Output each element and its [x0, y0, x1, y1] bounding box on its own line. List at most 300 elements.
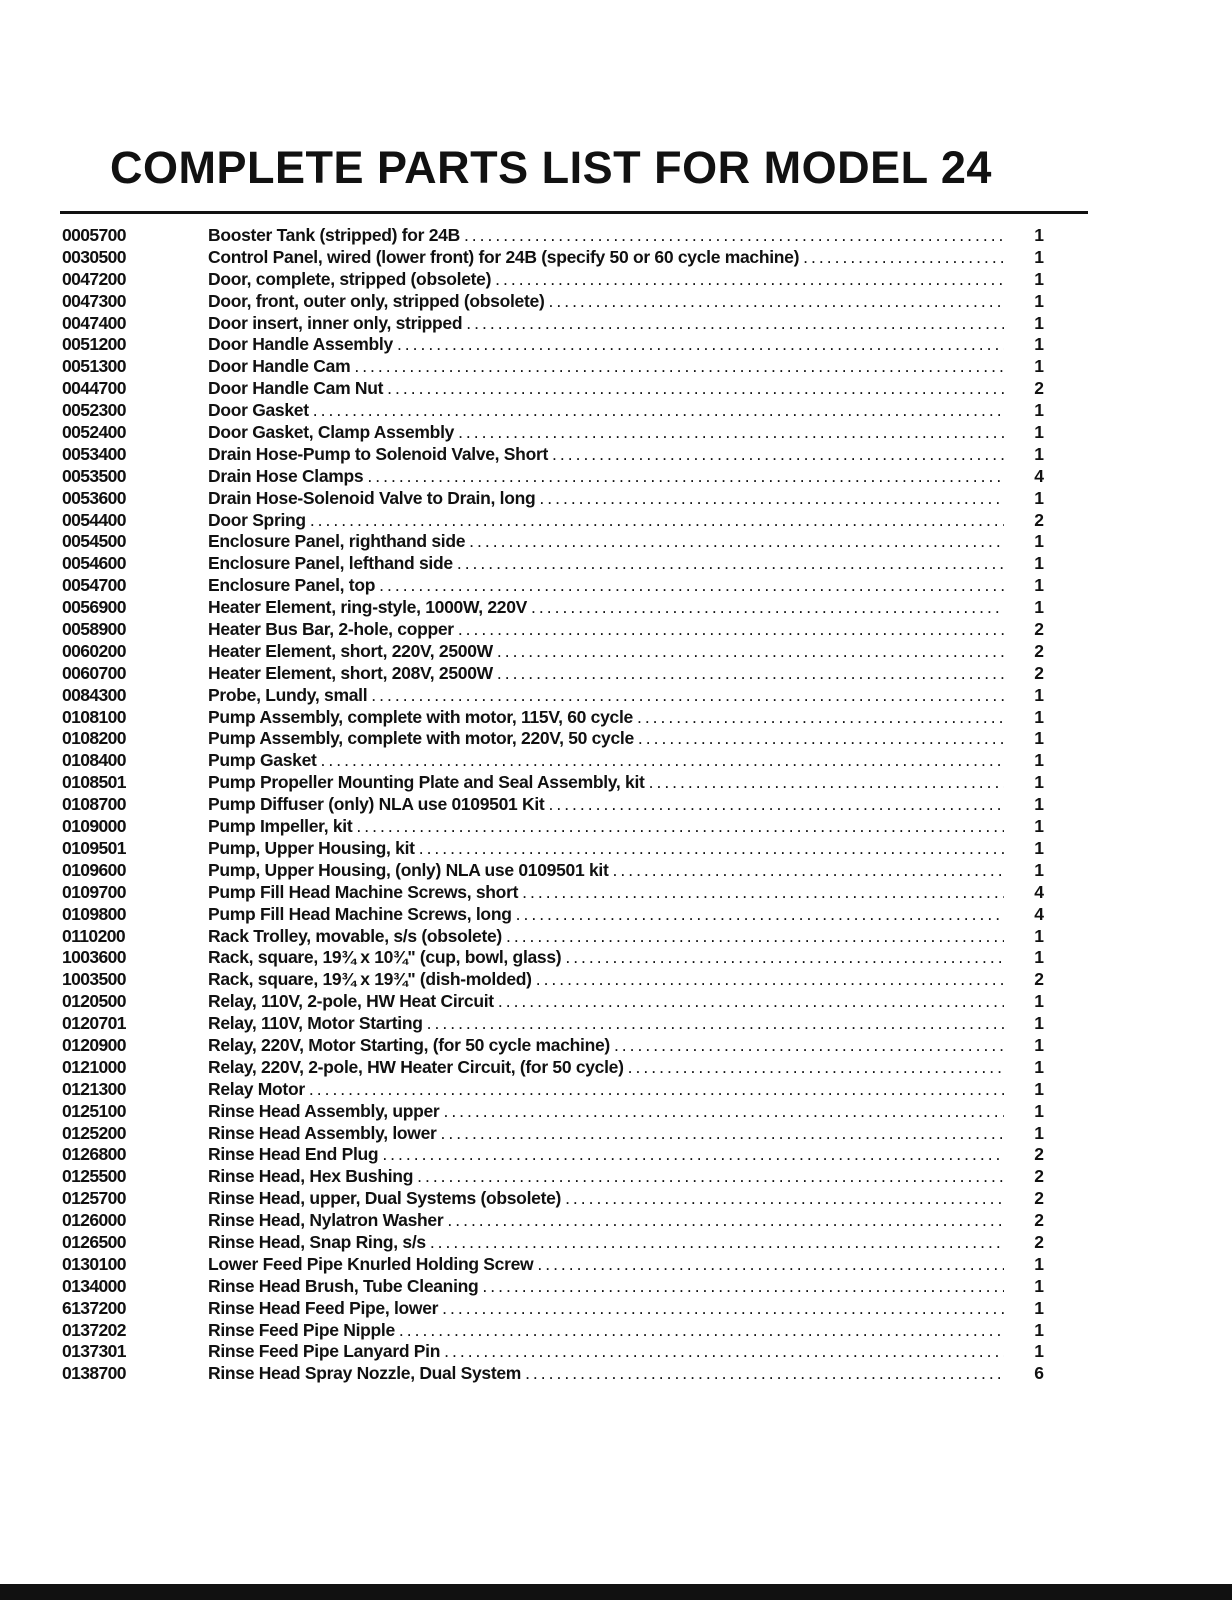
- part-quantity: 1: [1034, 794, 1044, 815]
- part-description-cell: [208, 728, 1004, 750]
- part-description: Pump Impeller, kit: [208, 816, 353, 837]
- part-quantity: 1: [1034, 312, 1044, 333]
- dot-leader: [552, 444, 1004, 466]
- part-description: Door Handle Assembly: [208, 334, 393, 355]
- parts-row: [62, 1166, 1082, 1188]
- part-number: 0126000: [62, 1210, 126, 1231]
- parts-row: [62, 466, 1082, 488]
- part-description: Heater Element, ring-style, 1000W, 220V: [208, 597, 528, 618]
- part-description-cell: [208, 926, 1004, 948]
- part-quantity: 2: [1034, 1210, 1044, 1231]
- parts-row: [62, 838, 1082, 860]
- parts-row: [62, 269, 1082, 291]
- part-description-cell: [208, 1035, 1004, 1057]
- part-description: Door Gasket: [208, 400, 309, 421]
- part-description: Rinse Head Assembly, upper: [208, 1100, 440, 1121]
- part-number: 0138700: [62, 1363, 126, 1384]
- part-description-cell: [208, 1232, 1004, 1254]
- part-description: Pump, Upper Housing, (only) NLA use 0109501 kit: [208, 859, 609, 880]
- parts-row: [62, 707, 1082, 729]
- dot-leader: [379, 575, 1004, 597]
- part-description: Relay Motor: [208, 1078, 305, 1099]
- part-quantity: 1: [1034, 575, 1044, 596]
- part-description-cell: [208, 1276, 1004, 1298]
- parts-row: [62, 794, 1082, 816]
- parts-row: [62, 225, 1082, 247]
- part-number: 0130100: [62, 1253, 126, 1274]
- part-number: 0047400: [62, 312, 126, 333]
- parts-row: [62, 882, 1082, 904]
- part-quantity: 1: [1034, 991, 1044, 1012]
- parts-row: [62, 575, 1082, 597]
- part-description-cell: [208, 488, 1004, 510]
- part-description: Pump Assembly, complete with motor, 220V, 50 cycle: [208, 728, 634, 749]
- part-description-cell: [208, 356, 1004, 378]
- part-description: Rinse Feed Pipe Nipple: [208, 1319, 395, 1340]
- parts-row: [62, 816, 1082, 838]
- page-title: COMPLETE PARTS LIST FOR MODEL 24: [110, 142, 992, 193]
- dot-leader: [464, 225, 1004, 247]
- part-number: 0054700: [62, 575, 126, 596]
- part-number: 0109600: [62, 859, 126, 880]
- part-description-cell: [208, 1320, 1004, 1342]
- part-quantity: 2: [1034, 1231, 1044, 1252]
- part-description: Rack Trolley, movable, s/s (obsolete): [208, 925, 502, 946]
- part-description-cell: [208, 947, 1004, 969]
- dot-leader: [441, 1123, 1004, 1145]
- parts-row: [62, 334, 1082, 356]
- dot-leader: [637, 707, 1004, 729]
- part-description-cell: [208, 225, 1004, 247]
- title-divider: [60, 211, 1088, 214]
- parts-row: [62, 641, 1082, 663]
- parts-row: [62, 356, 1082, 378]
- part-number: 0053400: [62, 443, 126, 464]
- dot-leader: [531, 597, 1004, 619]
- part-quantity: 4: [1034, 881, 1044, 902]
- parts-row: [62, 1035, 1082, 1057]
- dot-leader: [649, 772, 1004, 794]
- part-number: 0053500: [62, 465, 126, 486]
- part-quantity: 4: [1034, 465, 1044, 486]
- part-quantity: 1: [1034, 772, 1044, 793]
- part-quantity: 1: [1034, 1319, 1044, 1340]
- part-quantity: 1: [1034, 597, 1044, 618]
- part-description-cell: [208, 860, 1004, 882]
- part-quantity: 1: [1034, 1297, 1044, 1318]
- part-description-cell: [208, 378, 1004, 400]
- part-description-cell: [208, 838, 1004, 860]
- parts-row: [62, 991, 1082, 1013]
- part-quantity: 1: [1034, 859, 1044, 880]
- part-number: 0054600: [62, 553, 126, 574]
- part-quantity: 1: [1034, 400, 1044, 421]
- dot-leader: [313, 400, 1004, 422]
- part-description: Rinse Head Spray Nozzle, Dual System: [208, 1363, 522, 1384]
- part-number: 0108100: [62, 706, 126, 727]
- parts-row: [62, 531, 1082, 553]
- dot-leader: [612, 860, 1004, 882]
- part-number: 0125500: [62, 1166, 126, 1187]
- dot-leader: [516, 904, 1004, 926]
- part-description: Heater Bus Bar, 2-hole, copper: [208, 619, 454, 640]
- parts-row: [62, 1188, 1082, 1210]
- part-description-cell: [208, 1057, 1004, 1079]
- dot-leader: [565, 1188, 1004, 1210]
- part-number: 0052300: [62, 400, 126, 421]
- part-quantity: 1: [1034, 925, 1044, 946]
- dot-leader: [310, 510, 1004, 532]
- parts-row: [62, 1123, 1082, 1145]
- part-quantity: 1: [1034, 750, 1044, 771]
- dot-leader: [628, 1057, 1004, 1079]
- dot-leader: [419, 838, 1004, 860]
- parts-row: [62, 1232, 1082, 1254]
- part-description-cell: [208, 422, 1004, 444]
- part-quantity: 1: [1034, 1122, 1044, 1143]
- part-number: 0060700: [62, 662, 126, 683]
- part-quantity: 2: [1034, 969, 1044, 990]
- part-description: Relay, 110V, 2-pole, HW Heat Circuit: [208, 991, 494, 1012]
- part-quantity: 1: [1034, 290, 1044, 311]
- part-description-cell: [208, 247, 1004, 269]
- parts-row: [62, 313, 1082, 335]
- part-number: 0052400: [62, 422, 126, 443]
- parts-row: [62, 728, 1082, 750]
- part-number: 0125700: [62, 1188, 126, 1209]
- part-description-cell: [208, 444, 1004, 466]
- part-quantity: 1: [1034, 334, 1044, 355]
- part-description: Enclosure Panel, righthand side: [208, 531, 466, 552]
- part-number: 0054400: [62, 509, 126, 530]
- part-description: Heater Element, short, 220V, 2500W: [208, 640, 493, 661]
- part-description-cell: [208, 904, 1004, 926]
- part-description-cell: [208, 1341, 1004, 1363]
- part-description-cell: [208, 882, 1004, 904]
- part-description: Relay, 110V, Motor Starting: [208, 1013, 423, 1034]
- parts-row: [62, 1320, 1082, 1342]
- dot-leader: [397, 334, 1004, 356]
- part-quantity: 2: [1034, 619, 1044, 640]
- part-quantity: 2: [1034, 378, 1044, 399]
- dot-leader: [382, 1144, 1004, 1166]
- part-number: 0110200: [62, 925, 125, 946]
- parts-row: [62, 510, 1082, 532]
- part-description-cell: [208, 400, 1004, 422]
- part-description: Drain Hose-Solenoid Valve to Drain, long: [208, 487, 536, 508]
- dot-leader: [498, 991, 1004, 1013]
- part-description: Probe, Lundy, small: [208, 684, 368, 705]
- part-description: Pump Fill Head Machine Screws, long: [208, 903, 512, 924]
- parts-row: [62, 772, 1082, 794]
- dot-leader: [457, 553, 1004, 575]
- part-description: Door insert, inner only, stripped: [208, 312, 463, 333]
- part-quantity: 2: [1034, 640, 1044, 661]
- dot-leader: [506, 926, 1004, 948]
- part-number: 0109700: [62, 881, 126, 902]
- parts-row: [62, 488, 1082, 510]
- part-quantity: 1: [1034, 1056, 1044, 1077]
- dot-leader: [522, 882, 1004, 904]
- parts-row: [62, 619, 1082, 641]
- part-quantity: 2: [1034, 509, 1044, 530]
- part-quantity: 1: [1034, 1275, 1044, 1296]
- part-quantity: 1: [1034, 553, 1044, 574]
- part-number: 0044700: [62, 378, 126, 399]
- parts-row: [62, 1101, 1082, 1123]
- part-description: Rinse Head Brush, Tube Cleaning: [208, 1275, 479, 1296]
- parts-row: [62, 597, 1082, 619]
- parts-row: [62, 1057, 1082, 1079]
- dot-leader: [638, 728, 1004, 750]
- part-description-cell: [208, 1298, 1004, 1320]
- part-quantity: 1: [1034, 356, 1044, 377]
- parts-row: [62, 685, 1082, 707]
- part-number: 0108400: [62, 750, 126, 771]
- part-number: 0030500: [62, 246, 126, 267]
- dot-leader: [354, 356, 1004, 378]
- dot-leader: [548, 794, 1004, 816]
- part-description-cell: [208, 794, 1004, 816]
- dot-leader: [466, 313, 1004, 335]
- dot-leader: [447, 1210, 1004, 1232]
- dot-leader: [482, 1276, 1004, 1298]
- parts-row: [62, 663, 1082, 685]
- part-number: 0047300: [62, 290, 126, 311]
- part-number: 0137301: [62, 1341, 126, 1362]
- part-description-cell: [208, 685, 1004, 707]
- part-number: 1003600: [62, 947, 126, 968]
- part-quantity: 1: [1034, 1100, 1044, 1121]
- dot-leader: [399, 1320, 1004, 1342]
- dot-leader: [803, 247, 1004, 269]
- part-description-cell: [208, 1101, 1004, 1123]
- part-description-cell: [208, 1210, 1004, 1232]
- dot-leader: [537, 1254, 1004, 1276]
- part-description-cell: [208, 707, 1004, 729]
- part-number: 0060200: [62, 640, 126, 661]
- dot-leader: [371, 685, 1004, 707]
- part-description: Drain Hose Clamps: [208, 465, 364, 486]
- part-number: 0109800: [62, 903, 126, 924]
- part-number: 0120900: [62, 1034, 126, 1055]
- parts-row: [62, 1298, 1082, 1320]
- part-number: 0047200: [62, 268, 126, 289]
- part-quantity: 1: [1034, 1078, 1044, 1099]
- parts-list: [62, 225, 1082, 1385]
- part-description: Door, front, outer only, stripped (obsolete): [208, 290, 545, 311]
- part-number: 0053600: [62, 487, 126, 508]
- parts-row: [62, 1210, 1082, 1232]
- part-description: Rinse Feed Pipe Lanyard Pin: [208, 1341, 441, 1362]
- dot-leader: [458, 422, 1004, 444]
- part-description-cell: [208, 553, 1004, 575]
- dot-leader: [469, 531, 1004, 553]
- part-number: 0126800: [62, 1144, 126, 1165]
- dot-leader: [614, 1035, 1004, 1057]
- dot-leader: [458, 619, 1004, 641]
- part-description-cell: [208, 1254, 1004, 1276]
- part-description-cell: [208, 269, 1004, 291]
- dot-leader: [367, 466, 1004, 488]
- part-description-cell: [208, 466, 1004, 488]
- parts-row: [62, 1254, 1082, 1276]
- parts-row: [62, 904, 1082, 926]
- part-number: 0056900: [62, 597, 126, 618]
- parts-row: [62, 400, 1082, 422]
- part-quantity: 1: [1034, 706, 1044, 727]
- part-number: 0120500: [62, 991, 126, 1012]
- part-quantity: 2: [1034, 1144, 1044, 1165]
- part-description: Lower Feed Pipe Knurled Holding Screw: [208, 1253, 534, 1274]
- part-description: Pump Fill Head Machine Screws, short: [208, 881, 519, 902]
- part-quantity: 1: [1034, 443, 1044, 464]
- part-description-cell: [208, 772, 1004, 794]
- parts-row: [62, 444, 1082, 466]
- part-description: Pump Gasket: [208, 750, 317, 771]
- part-description: Control Panel, wired (lower front) for 24B (specify 50 or 60 cycle machine): [208, 246, 800, 267]
- parts-row: [62, 422, 1082, 444]
- part-number: 0137202: [62, 1319, 126, 1340]
- parts-row: [62, 1013, 1082, 1035]
- part-description: Relay, 220V, 2-pole, HW Heater Circuit, (for 50 cycle): [208, 1056, 624, 1077]
- part-number: 0109000: [62, 816, 126, 837]
- part-description-cell: [208, 641, 1004, 663]
- part-quantity: 1: [1034, 487, 1044, 508]
- part-number: 0121300: [62, 1078, 126, 1099]
- parts-row: [62, 553, 1082, 575]
- part-quantity: 1: [1034, 816, 1044, 837]
- parts-row: [62, 1341, 1082, 1363]
- part-description-cell: [208, 619, 1004, 641]
- part-number: 0005700: [62, 225, 126, 245]
- part-quantity: 1: [1034, 531, 1044, 552]
- parts-row: [62, 1276, 1082, 1298]
- part-description: Rinse Head Feed Pipe, lower: [208, 1297, 439, 1318]
- parts-row: [62, 1144, 1082, 1166]
- part-number: 6137200: [62, 1297, 126, 1318]
- part-description: Enclosure Panel, lefthand side: [208, 553, 453, 574]
- dot-leader: [321, 750, 1004, 772]
- dot-leader: [536, 969, 1004, 991]
- part-description: Door Spring: [208, 509, 306, 530]
- dot-leader: [548, 291, 1004, 313]
- part-quantity: 1: [1034, 837, 1044, 858]
- dot-leader: [387, 378, 1004, 400]
- part-quantity: 1: [1034, 1034, 1044, 1055]
- part-number: 0134000: [62, 1275, 126, 1296]
- part-description: Booster Tank (stripped) for 24B: [208, 225, 460, 245]
- dot-leader: [417, 1166, 1004, 1188]
- parts-row: [62, 860, 1082, 882]
- part-quantity: 2: [1034, 1188, 1044, 1209]
- part-description-cell: [208, 510, 1004, 532]
- part-quantity: 2: [1034, 1166, 1044, 1187]
- part-quantity: 1: [1034, 1341, 1044, 1362]
- dot-leader: [356, 816, 1004, 838]
- part-number: 0108700: [62, 794, 126, 815]
- dot-leader: [444, 1341, 1004, 1363]
- dot-leader: [497, 663, 1004, 685]
- part-quantity: 4: [1034, 903, 1044, 924]
- part-description-cell: [208, 291, 1004, 313]
- part-description: Pump Assembly, complete with motor, 115V, 60 cycle: [208, 706, 633, 727]
- part-number: 0125100: [62, 1100, 126, 1121]
- part-quantity: 1: [1034, 1253, 1044, 1274]
- part-description-cell: [208, 816, 1004, 838]
- part-number: 1003500: [62, 969, 126, 990]
- parts-row: [62, 291, 1082, 313]
- dot-leader: [525, 1363, 1004, 1385]
- part-description: Door, complete, stripped (obsolete): [208, 268, 492, 289]
- parts-row: [62, 378, 1082, 400]
- part-number: 0108200: [62, 728, 126, 749]
- part-description: Rinse Head, Nylatron Washer: [208, 1210, 444, 1231]
- part-number: 0058900: [62, 619, 126, 640]
- part-description: Rack, square, 19¾ x 10¾" (cup, bowl, glass): [208, 947, 562, 968]
- part-description-cell: [208, 575, 1004, 597]
- part-description: Rinse Head, Snap Ring, s/s: [208, 1231, 426, 1252]
- part-description-cell: [208, 1079, 1004, 1101]
- part-description-cell: [208, 1013, 1004, 1035]
- part-description-cell: [208, 991, 1004, 1013]
- parts-row: [62, 1079, 1082, 1101]
- part-quantity: 1: [1034, 728, 1044, 749]
- part-description: Rinse Head End Plug: [208, 1144, 379, 1165]
- parts-row: [62, 926, 1082, 948]
- part-description-cell: [208, 1188, 1004, 1210]
- part-number: 0126500: [62, 1231, 126, 1252]
- part-description: Pump Diffuser (only) NLA use 0109501 Kit: [208, 794, 545, 815]
- part-description-cell: [208, 1123, 1004, 1145]
- part-description-cell: [208, 334, 1004, 356]
- parts-row: [62, 247, 1082, 269]
- part-quantity: 1: [1034, 422, 1044, 443]
- part-description: Rinse Head, Hex Bushing: [208, 1166, 414, 1187]
- part-number: 0051300: [62, 356, 126, 377]
- part-description: Rinse Head, upper, Dual Systems (obsolete): [208, 1188, 562, 1209]
- part-description-cell: [208, 597, 1004, 619]
- part-number: 0120701: [62, 1013, 126, 1034]
- part-quantity: 1: [1034, 1013, 1044, 1034]
- part-description-cell: [208, 1363, 1004, 1385]
- parts-row: [62, 947, 1082, 969]
- part-number: 0108501: [62, 772, 126, 793]
- dot-leader: [539, 488, 1004, 510]
- parts-row: [62, 750, 1082, 772]
- part-description: Heater Element, short, 208V, 2500W: [208, 662, 493, 683]
- part-quantity: 1: [1034, 947, 1044, 968]
- part-description-cell: [208, 663, 1004, 685]
- scan-bottom-edge: [0, 1584, 1232, 1600]
- part-number: 0084300: [62, 684, 126, 705]
- part-number: 0054500: [62, 531, 126, 552]
- part-description: Rinse Head Assembly, lower: [208, 1122, 437, 1143]
- part-quantity: 6: [1034, 1363, 1044, 1384]
- dot-leader: [443, 1101, 1004, 1123]
- part-quantity: 1: [1034, 684, 1044, 705]
- part-description-cell: [208, 969, 1004, 991]
- part-quantity: 1: [1034, 268, 1044, 289]
- dot-leader: [442, 1298, 1004, 1320]
- part-description: Relay, 220V, Motor Starting, (for 50 cycle machine): [208, 1034, 610, 1055]
- part-description-cell: [208, 1144, 1004, 1166]
- part-description: Door Handle Cam Nut: [208, 378, 384, 399]
- dot-leader: [309, 1079, 1004, 1101]
- part-quantity: 2: [1034, 662, 1044, 683]
- part-description: Pump Propeller Mounting Plate and Seal Assembly, kit: [208, 772, 645, 793]
- part-description: Drain Hose-Pump to Solenoid Valve, Short: [208, 443, 548, 464]
